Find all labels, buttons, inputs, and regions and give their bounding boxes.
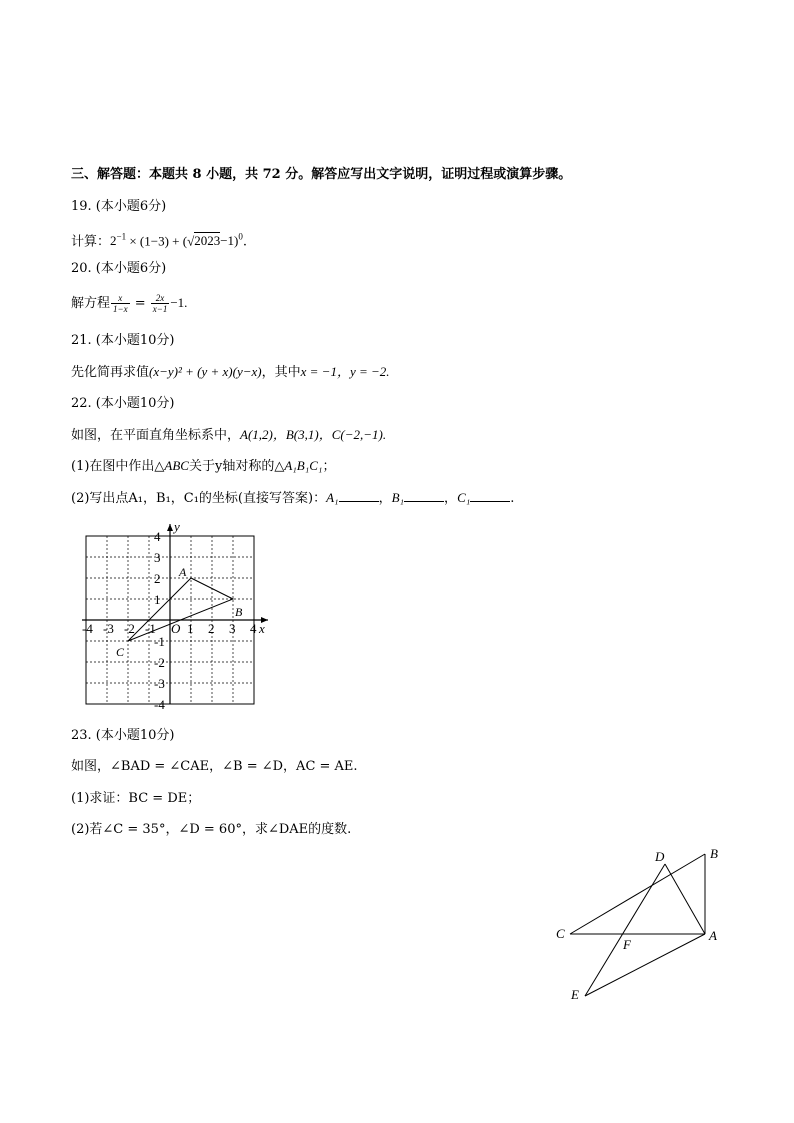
answer-blank-c1[interactable] <box>470 489 510 502</box>
q20-tail: −1. <box>170 295 188 310</box>
segment-ea <box>585 934 705 996</box>
label-e: E <box>571 987 579 1002</box>
x-tick-label: 3 <box>229 621 236 636</box>
segment-cb <box>570 854 705 934</box>
q20-fraction-2: $\frac{2x}{x-1}$ <box>152 293 168 314</box>
q22-points: A(1,2)，B(3,1)，C(−2,−1). <box>240 427 387 442</box>
answer-label-a1: A₁ <box>326 490 339 505</box>
triangle-abc <box>128 578 233 641</box>
q19-end: . <box>242 234 248 250</box>
point-label-b: B <box>235 605 243 619</box>
x-axis-label: x <box>259 621 265 636</box>
q21-text1: 先化简再求值 <box>71 365 150 380</box>
x-tick-label: -3 <box>103 621 114 636</box>
q19-sqrt-sign: √ <box>187 233 195 249</box>
q21-expr: (x−y)² + (y + x)(y−x) <box>149 364 262 379</box>
q20-fraction-1: $\frac{x}{1-x}$ <box>113 293 128 314</box>
q22-intro: 如图，在平面直角坐标系中，A(1,2)，B(3,1)，C(−2,−1). <box>71 427 387 443</box>
x-tick-label: -4 <box>82 621 93 636</box>
answer-label-b1: B₁ <box>391 490 405 505</box>
q19-expr-a: $2^{-1}$ <box>110 232 127 249</box>
triangle-figure <box>545 840 735 1010</box>
q19-expr-b: × (1−3) + ( <box>126 233 188 249</box>
q19-prefix: 计算： <box>71 234 111 250</box>
y-tick-label: 3 <box>154 550 161 565</box>
point-label-a: A <box>179 565 187 579</box>
q20-title: 20. (本小题6分) <box>71 261 167 276</box>
answer-blank-b1[interactable] <box>404 489 444 502</box>
q20-eq: = <box>130 296 150 311</box>
segment-da <box>665 864 705 934</box>
section-header: 三、解答题：本题共 8 小题，共 72 分。解答应写出文字说明，证明过程或演算步骤。 <box>71 167 572 182</box>
y-tick-label: 4 <box>154 529 161 544</box>
q21-cond: x = −1，y = −2. <box>300 364 390 379</box>
y-tick-label: -4 <box>154 697 165 712</box>
q21-body <box>71 363 390 382</box>
answer-blank-a1[interactable] <box>339 489 379 502</box>
q19-sqrt-radicand: 2023 <box>194 233 221 249</box>
q20-body <box>71 293 187 314</box>
q23-part1: (1)求证：BC = DE； <box>71 791 201 806</box>
x-tick-label: 1 <box>187 621 194 636</box>
y-tick-label: -3 <box>154 676 165 691</box>
y-axis-label: y <box>174 519 180 534</box>
q19-title: 19. (本小题6分) <box>71 199 167 214</box>
q21-text2: ，其中 <box>261 365 301 380</box>
y-axis-arrow <box>167 524 173 531</box>
y-tick-label: 1 <box>154 592 161 607</box>
q19-expr-c: −1)$^0$ <box>220 232 243 249</box>
q22-part1: (1)在图中作出△ABC关于y轴对称的△A₁B₁C₁； <box>71 458 336 474</box>
x-tick-label: 2 <box>208 621 215 636</box>
coordinate-grid-figure <box>70 515 280 715</box>
y-tick-label: 2 <box>154 571 161 586</box>
q20-prefix: 解方程 <box>71 296 111 311</box>
answer-label-c1: C₁ <box>457 490 471 505</box>
label-f: F <box>623 937 631 952</box>
label-d: D <box>655 849 665 864</box>
x-tick-label: -1 <box>145 621 156 636</box>
y-tick-label: -2 <box>154 655 165 670</box>
q22-part2: (2)写出点A₁，B₁，C₁的坐标(直接写答案)：A₁ ，B₁ ，C₁ . <box>71 490 515 506</box>
q23-title: 23. (本小题10分) <box>71 728 175 743</box>
q19-body <box>71 228 247 251</box>
label-b: B <box>710 846 718 861</box>
q23-part2: (2)若∠C = 35°，∠D = 60°，求∠DAE的度数. <box>71 822 352 837</box>
segment-de <box>585 864 665 996</box>
q22-title: 22. (本小题10分) <box>71 396 175 411</box>
origin-label: O <box>171 621 181 636</box>
label-a: A <box>709 928 717 943</box>
label-c: C <box>556 926 565 941</box>
q21-title: 21. (本小题10分) <box>71 333 175 348</box>
x-tick-label: -2 <box>124 621 135 636</box>
q23-given: 如图，∠BAD = ∠CAE，∠B = ∠D，AC = AE. <box>71 759 358 774</box>
point-label-c: C <box>116 645 125 659</box>
y-tick-label: -1 <box>154 634 165 649</box>
x-tick-label: 4 <box>250 621 257 636</box>
